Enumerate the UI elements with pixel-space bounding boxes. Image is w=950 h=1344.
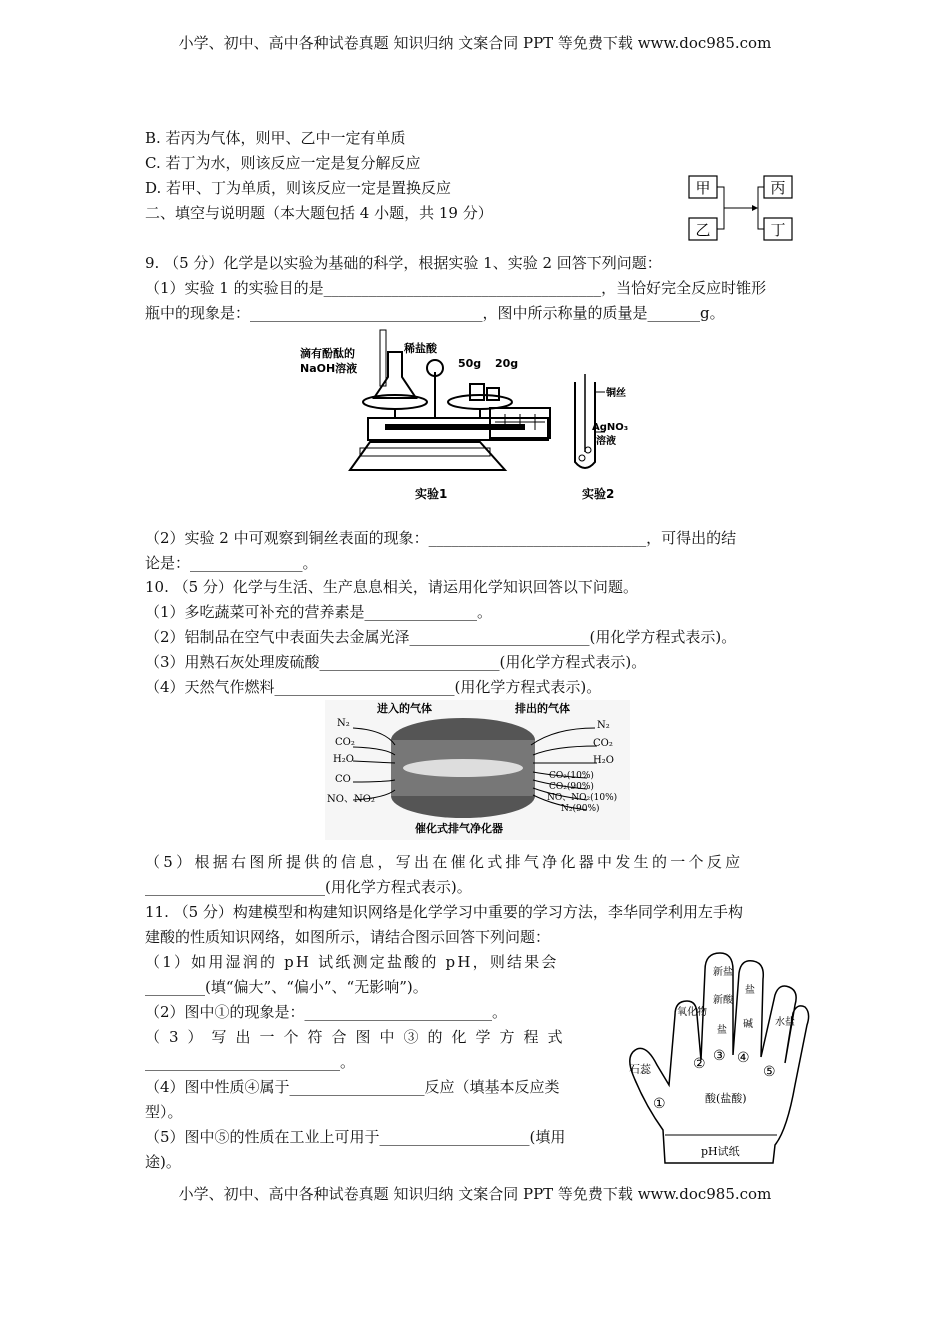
svg-text:CO: CO [335, 774, 351, 785]
q11-part3-a: （3）写出一个符合图中③的化学方程式 [145, 1028, 572, 1046]
q11-part3-b: __________________________。 [145, 1053, 356, 1071]
label-new-salt: 新盐 [713, 967, 733, 978]
experiment-figure [290, 322, 630, 512]
q10-intro: 10. （5 分）化学与生活、生产息息相关，请运用化学知识回答以下问题。 [145, 578, 638, 596]
label-stone: 石蕊 [629, 1063, 651, 1076]
svg-text:滴有酚酞的: 滴有酚酞的 [300, 347, 355, 360]
circle-2: ② [693, 1056, 706, 1072]
circle-5: ⑤ [763, 1064, 776, 1080]
q10-part3: （3）用熟石灰处理废硫酸________________________(用化学方程式表示)。 [145, 653, 647, 671]
q9-part1-a: （1）实验 1 的实验目的是_____________________________________，当恰好完全反应时锥形 [145, 279, 767, 297]
q10-part5-b: ________________________(用化学方程式表示)。 [145, 878, 472, 896]
q10-part5-a: （5）根据右图所提供的信息，写出在催化式排气净化器中发生的一个反应 [145, 853, 744, 871]
in-title: 进入的气体 [377, 702, 432, 715]
svg-text:20g: 20g [495, 357, 519, 370]
q9-part1-b: 瓶中的现象是：_______________________________，图中所示称量的质量是_______g。 [145, 304, 725, 322]
q10-part4: （4）天然气作燃料________________________(用化学方程式表示)。 [145, 678, 602, 696]
converter-caption: 催化式排气净化器 [415, 822, 503, 835]
svg-text:溶液: 溶液 [596, 436, 616, 447]
svg-text:实验1: 实验1 [415, 487, 448, 501]
hand-diagram [625, 945, 810, 1170]
q11-part4-a: （4）图中性质④属于__________________反应（填基本反应类 [145, 1078, 560, 1096]
box-ding: 丁 [770, 221, 786, 239]
label-oxide: 氧化物 [677, 1007, 707, 1018]
q9-part2-b: 论是：_______________。 [145, 554, 318, 572]
q9-part2-a: （2）实验 2 中可观察到铜丝表面的现象：_____________________________，可得出的结 [145, 529, 737, 547]
q8-option-d: D. 若甲、丁为单质，则该反应一定是置换反应 [145, 179, 452, 197]
circle-4: ④ [737, 1050, 750, 1066]
svg-text:NaOH溶液: NaOH溶液 [300, 362, 358, 375]
circle-1: ① [653, 1096, 666, 1112]
catalytic-converter-figure [325, 700, 630, 840]
out-title: 排出的气体 [515, 702, 570, 715]
label-salt-1: 盐 [717, 1025, 727, 1036]
reaction-diagram [686, 172, 808, 244]
circle-3: ③ [713, 1048, 726, 1064]
svg-text:50g: 50g [458, 357, 482, 370]
box-jia: 甲 [695, 179, 711, 197]
q11-part5-a: （5）图中⑤的性质在工业上可用于____________________(填用 [145, 1128, 566, 1146]
label-acid: 酸(盐酸) [705, 1092, 747, 1105]
label-salt-2: 盐 [745, 985, 755, 996]
svg-text:N₂(90%): N₂(90%) [561, 804, 600, 814]
q8-option-c: C. 若丁为水，则该反应一定是复分解反应 [145, 154, 421, 172]
svg-text:CO₂: CO₂ [335, 737, 355, 748]
page-header: 小学、初中、高中各种试卷真题 知识归纳 文案合同 PPT 等免费下载 www.doc985.com [178, 34, 772, 52]
svg-text:铜丝: 铜丝 [606, 388, 626, 399]
q11-part1-a: （1）如用湿润的 pH 试纸测定盐酸的 pH，则结果会 [145, 953, 559, 971]
label-new-acid: 新酸 [713, 995, 733, 1006]
svg-text:H₂O: H₂O [333, 754, 354, 765]
svg-text:实验2: 实验2 [582, 487, 615, 501]
svg-text:NO、NO₂(10%): NO、NO₂(10%) [547, 793, 618, 803]
label-base: 碱 [743, 1019, 753, 1030]
q11-intro-b: 建酸的性质知识网络，如图所示，请结合图示回答下列问题： [145, 928, 551, 946]
svg-text:CO₂: CO₂ [593, 738, 613, 749]
svg-text:稀盐酸: 稀盐酸 [404, 342, 437, 355]
svg-text:N₂: N₂ [597, 720, 610, 731]
page-footer: 小学、初中、高中各种试卷真题 知识归纳 文案合同 PPT 等免费下载 www.doc985.com [178, 1185, 772, 1203]
svg-text:AgNO₃: AgNO₃ [592, 422, 629, 433]
box-yi: 乙 [695, 221, 711, 239]
svg-text:N₂: N₂ [337, 718, 350, 729]
svg-text:H₂O: H₂O [593, 755, 614, 766]
q11-intro-a: 11. （5 分）构建模型和构建知识网络是化学学习中重要的学习方法，李华同学利用左手构 [145, 903, 743, 921]
q11-part4-b: 型）。 [145, 1103, 183, 1121]
q10-part2: （2）铝制品在空气中表面失去金属光泽________________________(用化学方程式表示)。 [145, 628, 737, 646]
q10-part1: （1）多吃蔬菜可补充的营养素是_______________。 [145, 603, 493, 621]
box-bing: 丙 [770, 179, 786, 197]
svg-text:CO₂(10%): CO₂(10%) [549, 771, 594, 781]
q8-option-b: B. 若丙为气体，则甲、乙中一定有单质 [145, 129, 406, 147]
q11-part5-b: 途)。 [145, 1153, 181, 1171]
label-ph-paper: pH试纸 [701, 1145, 740, 1158]
section-2-title: 二、填空与说明题（本大题包括 4 小题，共 19 分） [145, 204, 493, 222]
q9-intro: 9. （5 分）化学是以实验为基础的科学，根据实验 1、实验 2 回答下列问题： [145, 254, 662, 272]
label-water-salt: 水盐 [775, 1017, 795, 1028]
svg-text:NO、NO₂: NO、NO₂ [327, 794, 375, 805]
svg-text:CO₂(90%): CO₂(90%) [549, 782, 594, 792]
q11-part2: （2）图中①的现象是：_________________________。 [145, 1003, 508, 1021]
q11-part1-b: ________(填“偏大”、“偏小”、“无影响”)。 [145, 978, 428, 996]
